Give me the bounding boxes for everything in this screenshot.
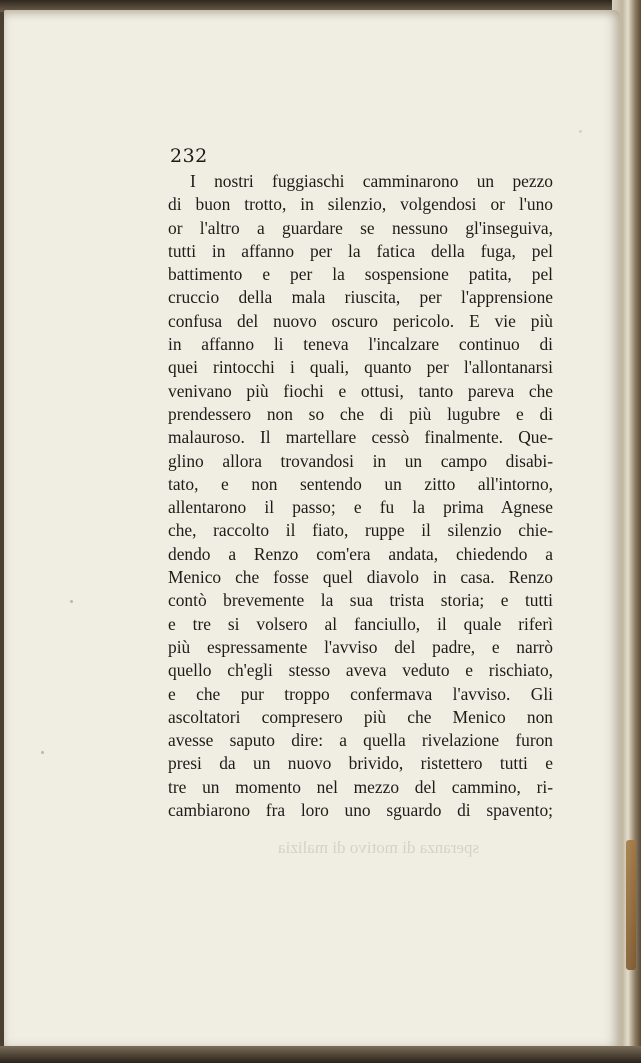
- text-line: in affanno li teneva l'incalzare continuo di: [168, 334, 553, 355]
- text-line: cruccio della mala riuscita, per l'apprensione: [168, 287, 553, 308]
- show-through-text: speranza di motivo di malizia: [278, 838, 480, 857]
- text-line: e tre si volsero al fanciullo, il quale riferì: [168, 613, 553, 634]
- body-text: [168, 170, 553, 822]
- text-line: ascoltatori compresero più che Menico non: [168, 706, 553, 727]
- text-line: di buon trotto, in silenzio, volgendosi or l'uno: [168, 194, 553, 215]
- edge-stain: [626, 840, 636, 970]
- book-bottom-edge: [0, 1046, 641, 1063]
- text-line: allentarono il passo; e fu la prima Agnese: [168, 497, 553, 518]
- text-line: contò brevemente la sua trista storia; e tutti: [168, 590, 553, 611]
- text-line: avesse saputo dire: a quella rivelazione furon: [168, 730, 553, 751]
- text-line: venivano più fiochi e ottusi, tanto pareva che: [168, 380, 553, 401]
- paper-fleck: [41, 751, 44, 754]
- text-line: più espressamente l'avviso del padre, e narrò: [168, 636, 553, 657]
- text-line: quello ch'egli stesso aveva veduto e rischiato,: [168, 660, 553, 681]
- text-line: e che pur troppo confermava l'avviso. Gli: [168, 683, 553, 704]
- text-line: tato, e non sentendo un zitto all'intorno,: [168, 473, 553, 494]
- text-line: prendessero non so che di più lugubre e di: [168, 403, 553, 424]
- text-line: quei rintocchi i quali, quanto per l'allontanarsi: [168, 357, 553, 378]
- text-line: presi da un nuovo brivido, ristettero tutti e: [168, 753, 553, 774]
- text-line: tre un momento nel mezzo del cammino, ri-: [168, 776, 553, 797]
- text-line: cambiarono fra loro uno sguardo di spavento;: [168, 800, 553, 821]
- text-line: or l'altro a guardare se nessuno gl'inseguiva,: [168, 217, 553, 238]
- text-line: Menico che fosse quel diavolo in casa. Renzo: [168, 567, 553, 588]
- paper-fleck: [579, 130, 582, 133]
- text-line: glino allora trovandosi in un campo disabi-: [168, 450, 553, 471]
- text-line: battimento e per la sospensione patita, pel: [168, 264, 553, 285]
- text-line: malauroso. Il martellare cessò finalmente. Que-: [168, 427, 553, 448]
- text-line: confusa del nuovo oscuro pericolo. E vie più: [168, 310, 553, 331]
- text-line: tutti in affanno per la fatica della fuga, pel: [168, 240, 553, 261]
- text-line: I nostri fuggiaschi camminarono un pezzo: [190, 171, 553, 191]
- paper-fleck: [70, 600, 73, 603]
- text-line: che, raccolto il fiato, ruppe il silenzio chie-: [168, 520, 553, 541]
- page-number: 232: [170, 145, 208, 167]
- text-line: dendo a Renzo com'era andata, chiedendo a: [168, 543, 553, 564]
